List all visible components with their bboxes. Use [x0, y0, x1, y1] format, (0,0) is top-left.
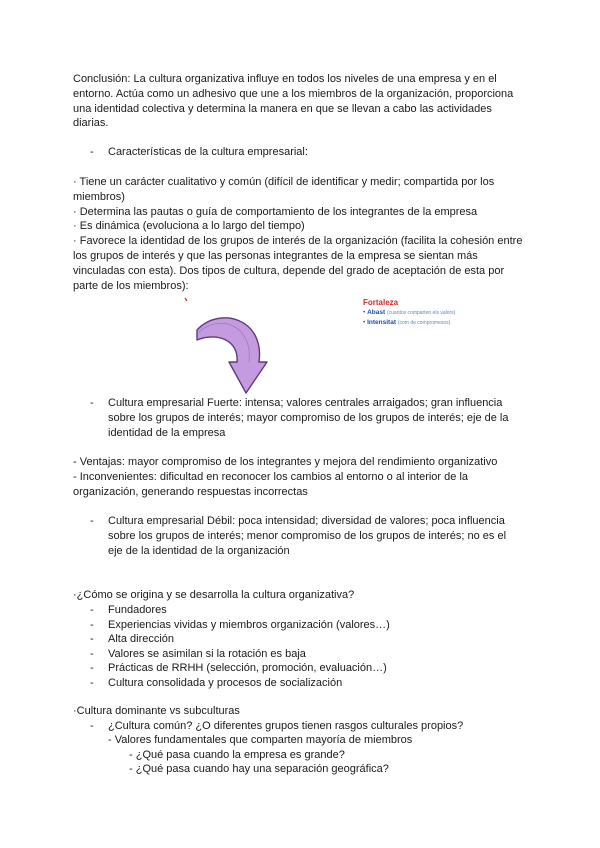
weak-culture-text — [108, 514, 518, 558]
list-dash: - — [90, 662, 94, 674]
text-line: una identidad colectiva y determina la manera en que se llevan a cabo las actividades — [73, 102, 492, 115]
list-item-text: Prácticas de RRHH (selección, promoción, evaluación…) — [108, 662, 387, 674]
pros-cons-paragraph — [73, 455, 518, 499]
text-line: Cultura empresarial Débil: poca intensidad; diversidad de valores; poca influencia — [108, 515, 505, 527]
text-line: entorno. Actúa como un adhesivo que une a los miembros de la organización, proporciona — [73, 87, 514, 100]
origin-question: ·¿Cómo se origina y se desarrolla la cultura organizativa? — [73, 589, 355, 601]
text-line: · Tiene un carácter cualitativo y común (difícil de identificar y medir; compartida por los — [73, 176, 495, 188]
list-item-text: Fundadores — [108, 604, 167, 616]
list-item-text: Experiencias vividas y miembros organización (valores…) — [108, 619, 390, 631]
list-item-text: Cultura consolidada y procesos de socialización — [108, 677, 343, 689]
legend-title: Fortaleza — [363, 298, 399, 307]
legend-item — [363, 308, 493, 318]
text-line: sobre los grupos de interés; menor compromiso de los grupos de interés; no es el — [108, 529, 507, 542]
sub-sub-item: - ¿Qué pasa cuando hay una separación geográfica? — [129, 763, 389, 775]
text-line: los grupos de interés y que las personas integrantes de la empresa se sientan más — [73, 249, 478, 262]
text-line: · Es dinámica (evoluciona a lo largo del tiempo) — [73, 220, 305, 233]
text-line: parte de los miembros): — [73, 279, 189, 292]
red-tick-mark — [185, 298, 187, 301]
bullet: • — [363, 309, 366, 316]
conclusion-paragraph — [73, 72, 518, 131]
subcultures-title: ·Cultura dominante vs subculturas — [73, 705, 240, 717]
list-dash: - — [90, 619, 94, 631]
heading-text: Características de la cultura empresarial: — [108, 146, 308, 158]
legend-item-note: (cuantos comparten els valors) — [386, 310, 456, 316]
text-line: vinculadas con esta). Dos tipos de cultura, depende del grado de aceptación de esta por — [73, 264, 505, 277]
list-dash: - — [90, 515, 94, 527]
list-item-text: Valores se asimilan si la rotación es baja — [108, 648, 306, 660]
legend-item-label: Intensitat — [367, 319, 396, 326]
sub-item: - Valores fundamentales que comparten mayoría de miembros — [108, 734, 413, 746]
text-line: - Ventajas: mayor compromiso de los integrantes y mejora del rendimiento organizativo — [73, 456, 498, 468]
text-line: Cultura empresarial Fuerte: intensa; valores centrales arraigados; gran influencia — [108, 397, 503, 409]
text-line: organización, generando respuestas incorrectas — [73, 485, 308, 498]
list-dash: - — [90, 146, 94, 158]
text-line: eje de la identidad de la organización — [108, 544, 290, 557]
sub-sub-item: - ¿Qué pasa cuando la empresa es grande? — [129, 749, 345, 761]
figure-legend — [363, 298, 493, 328]
list-dash: - — [90, 633, 94, 645]
characteristics-list — [73, 175, 523, 293]
list-item-text: ¿Cultura común? ¿O diferentes grupos tienen rasgos culturales propios? — [108, 720, 464, 732]
legend-item — [363, 318, 493, 328]
list-dash: - — [90, 720, 94, 732]
list-dash: - — [90, 677, 94, 689]
text-line: - Inconvenientes: dificultad en reconocer los cambios al entorno o al interior de la — [73, 470, 469, 483]
text-line: · Determina las pautas o guía de comportamiento de los integrantes de la empresa — [73, 205, 478, 218]
strong-culture-text — [108, 396, 518, 440]
list-dash: - — [90, 648, 94, 660]
text-line: sobre los grupos de interés; mayor compromiso de los grupos de interés; eje de la — [108, 411, 509, 424]
text-line: · Favorece la identidad de los grupos de interés de la organización (facilita la cohesión entre — [73, 235, 523, 248]
bullet: • — [363, 319, 366, 326]
legend-item-note: (com de compromesos) — [397, 320, 451, 326]
legend-item-label: Abast — [367, 309, 386, 316]
text-line: miembros) — [73, 190, 125, 203]
list-dash: - — [90, 397, 94, 409]
text-line: Conclusión: La cultura organizativa influye en todos los niveles de una empresa y en el — [73, 73, 497, 85]
list-dash: - — [90, 604, 94, 616]
list-item-text: Alta dirección — [108, 633, 175, 645]
curved-arrow-icon — [197, 318, 267, 393]
text-line: diarias. — [73, 117, 109, 130]
text-line: identidad de la empresa — [108, 426, 226, 439]
